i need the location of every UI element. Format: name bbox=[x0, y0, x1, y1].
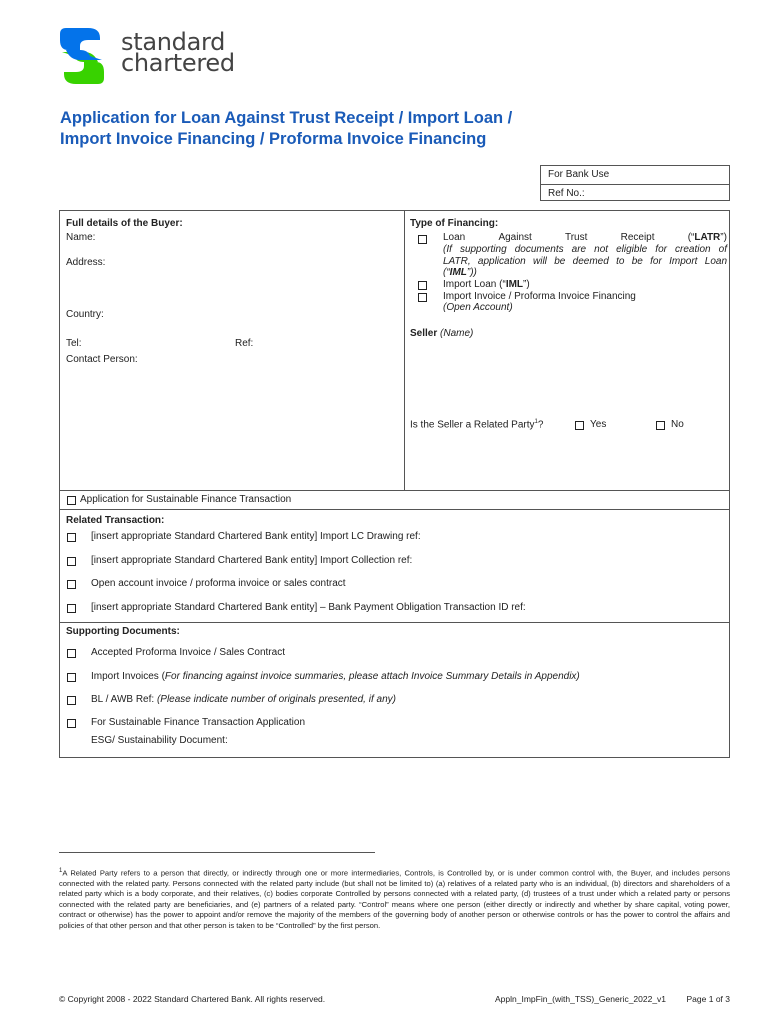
latr-note-line3: LATR, application will be deemed to be for Import Loan bbox=[443, 256, 727, 267]
page-number: Page 1 of 3 bbox=[686, 994, 730, 1004]
bpo-checkbox[interactable] bbox=[67, 604, 76, 613]
related-party-question: Is the Seller a Related Party$^1$? bbox=[410, 419, 544, 431]
ref-no-field[interactable]: Ref No.: bbox=[541, 184, 729, 203]
logo bbox=[58, 22, 248, 90]
bank-use-label: For Bank Use bbox=[548, 169, 610, 180]
supporting-docs-heading: Supporting Documents: bbox=[66, 626, 180, 637]
import-invoices-checkbox[interactable] bbox=[67, 673, 76, 682]
invoice-financing-option: Import Invoice / Proforma Invoice Financing bbox=[443, 291, 636, 302]
financing-heading: Type of Financing: bbox=[410, 218, 499, 229]
import-invoices-label: Import Invoices (For financing against invoice summaries, please attach Invoice Summary Details in Appendix) bbox=[91, 671, 580, 682]
latr-checkbox[interactable] bbox=[418, 235, 427, 244]
open-account-checkbox[interactable] bbox=[67, 580, 76, 589]
seller-field[interactable]: Seller (Name) bbox=[410, 328, 474, 339]
standard-chartered-logo-icon bbox=[58, 22, 106, 90]
bl-awb-checkbox[interactable] bbox=[67, 696, 76, 705]
lc-drawing-label: [insert appropriate Standard Chartered Bank entity] Import LC Drawing ref: bbox=[91, 531, 421, 542]
import-collection-label: [insert appropriate Standard Chartered Bank entity] Import Collection ref: bbox=[91, 555, 413, 566]
application-form bbox=[59, 210, 730, 758]
bank-use-box bbox=[540, 165, 730, 201]
sustainable-doc-label: For Sustainable Finance Transaction Application bbox=[91, 717, 306, 728]
footnote-divider bbox=[59, 852, 375, 853]
logo-text-chartered: chartered bbox=[121, 49, 235, 77]
bl-awb-label: BL / AWB Ref: (Please indicate number of originals presented, if any) bbox=[91, 694, 396, 705]
related-no-checkbox[interactable] bbox=[656, 421, 665, 430]
lc-drawing-checkbox[interactable] bbox=[67, 533, 76, 542]
buyer-ref-field[interactable]: Ref: bbox=[235, 338, 254, 349]
invoice-financing-checkbox[interactable] bbox=[418, 293, 427, 302]
proforma-label: Accepted Proforma Invoice / Sales Contract bbox=[91, 647, 285, 658]
copyright: © Copyright 2008 - 2022 Standard Chartered Bank. All rights reserved. bbox=[59, 994, 326, 1004]
buyer-tel-field[interactable]: Tel: bbox=[66, 338, 82, 349]
buyer-name-field[interactable]: Name: bbox=[66, 232, 96, 243]
esg-document-field[interactable]: ESG/ Sustainability Document: bbox=[91, 735, 228, 746]
bpo-label: [insert appropriate Standard Chartered Bank entity] – Bank Payment Obligation Transaction ID ref: bbox=[91, 602, 526, 613]
latr-note-line4: (“IML”)) bbox=[443, 267, 477, 278]
iml-checkbox[interactable] bbox=[418, 281, 427, 290]
latr-note-line2: (If supporting documents are not eligible for creation of bbox=[443, 244, 727, 255]
related-no-label: No bbox=[671, 419, 684, 430]
footnote: $^1$A Related Party refers to a person that directly, or indirectly through one or more intermediaries, Controls, is Controlled by, or is under common control with, the Buyer, and includes persons connected with the related party. Persons connected with the related party include (but shall not be limited to) (a) relatives of a related party who is an individual, (b) directors and shareholders of a related party which is a body corporate, and their relatives, (c) bodies corporate Controlled by persons connected with a related party, (d) trustees of a trust under which a related party or persons connected with the related party are beneficiaries, and (e) partners of a related party. “Control” means where one person (either directly or indirectly and whether by share capital, voting power, contract or otherwise) has the power to appoint and/or remove the majority of the members of the governing body of another person or otherwise controls or has the power to control the affairs and policies of that other person and that other person is taken to be “Controlled” by the first person. bbox=[59, 868, 730, 930]
import-collection-checkbox[interactable] bbox=[67, 557, 76, 566]
buyer-contact-field[interactable]: Contact Person: bbox=[66, 354, 138, 365]
related-transaction-heading: Related Transaction: bbox=[66, 515, 165, 526]
sustainable-finance-checkbox[interactable] bbox=[67, 496, 76, 505]
latr-option: Loan Against Trust Receipt (“LATR”) bbox=[443, 232, 727, 243]
iml-option: Import Loan (“IML”) bbox=[443, 279, 530, 290]
logo-text-standard: standard bbox=[121, 28, 226, 56]
buyer-heading: Full details of the Buyer: bbox=[66, 218, 183, 229]
sustainable-finance-label: Application for Sustainable Finance Transaction bbox=[80, 494, 292, 505]
proforma-checkbox[interactable] bbox=[67, 649, 76, 658]
open-account-note: (Open Account) bbox=[443, 302, 513, 313]
related-yes-label: Yes bbox=[590, 419, 607, 430]
buyer-address-field[interactable]: Address: bbox=[66, 257, 106, 268]
buyer-country-field[interactable]: Country: bbox=[66, 309, 104, 320]
page-title-line1: Application for Loan Against Trust Receipt / Import Loan / bbox=[60, 109, 513, 127]
open-account-label: Open account invoice / proforma invoice or sales contract bbox=[91, 578, 346, 589]
related-yes-checkbox[interactable] bbox=[575, 421, 584, 430]
sustainable-doc-checkbox[interactable] bbox=[67, 719, 76, 728]
document-id: Appln_ImpFin_(with_TSS)_Generic_2022_v1 bbox=[495, 994, 667, 1004]
page-title-line2: Import Invoice Financing / Proforma Invoice Financing bbox=[60, 130, 487, 148]
